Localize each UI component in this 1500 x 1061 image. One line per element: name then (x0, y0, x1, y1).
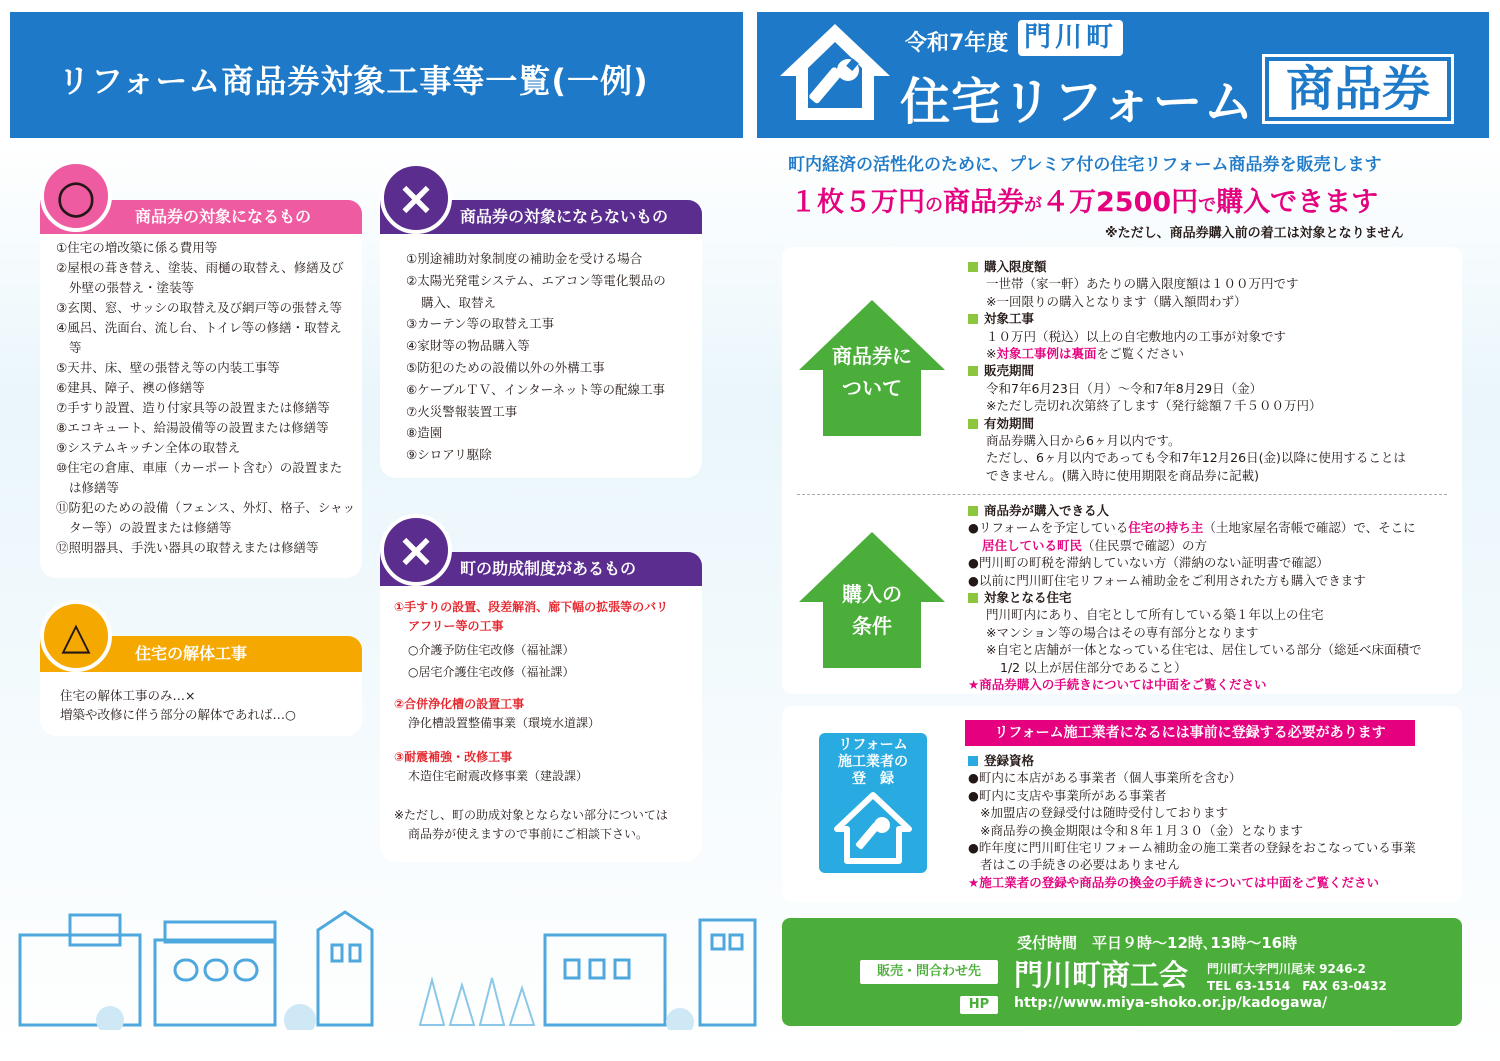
offer-face-value: １枚５万円 (790, 187, 925, 218)
detail-line: ※加盟店の登録受付は随時受付しております (980, 805, 1228, 821)
list-item: ②屋根の葺き替え、塗装、雨樋の取替え、修繕及び (56, 260, 344, 275)
detail-line: 者はこの手続きの必要はありません (980, 857, 1181, 873)
square-bullet-icon (968, 314, 978, 324)
detail-line: 1/2 以上が居住部分であること） (1000, 659, 1187, 675)
about-details (968, 258, 1406, 484)
list-item: ⑫照明器具、手洗い器具の取替えまたは修繕等 (56, 540, 319, 555)
about-label (797, 340, 947, 404)
offer-suffix: 購入できます (1216, 187, 1379, 218)
offer-particle: が (1024, 195, 1042, 216)
square-bullet-icon (968, 419, 978, 429)
list-item: ター等）の設置または修繕等 (69, 520, 232, 535)
divider (797, 494, 1447, 495)
list-item: 外壁の張替え・塗装等 (69, 280, 195, 295)
register-badge (819, 733, 927, 873)
detail-line: 令和7年6月23日（月）～令和7年8月29日（金） (986, 380, 1263, 396)
subsidy-item-title: ③耐震補強・改修工事 (394, 750, 513, 764)
eligible-list (56, 238, 355, 558)
list-item: ④家財等の物品購入等 (406, 338, 530, 354)
section-title: 購入限度額 (984, 259, 1047, 274)
town-skyline-illustration (0, 880, 760, 1030)
list-item: 増築や改修に伴う部分の解体であれば…○ (60, 707, 296, 722)
section-title: 販売期間 (984, 363, 1035, 379)
detail-line: できません。(購入時に使用期限を商品券に記載) (986, 467, 1260, 483)
list-item: ②太陽光発電システム、エアコン等電化製品の (406, 272, 666, 288)
subsidy-header: 町の助成制度があるもの (380, 552, 702, 586)
hp-label: HP (960, 996, 998, 1014)
list-item: ⑥建具、障子、襖の修繕等 (56, 380, 205, 395)
left-header-bar (10, 12, 743, 138)
list-item: 住宅の解体工事のみ…× (60, 688, 196, 703)
demolition-list (60, 686, 296, 724)
register-note: ★施工業者の登録や商品券の換金の手続きについては中面をご覧ください (968, 874, 1379, 890)
header-ticket-label: 商品券 (1262, 54, 1454, 124)
demolition-header: 住宅の解体工事 (40, 636, 362, 672)
sales-contact-label: 販売・問合わせ先 (860, 960, 998, 984)
detail-line: 一世帯（家一軒）あたりの購入限度額は１００万円です (986, 276, 1299, 292)
eligible-card (40, 200, 362, 578)
detail-line: ただし、6ヶ月以内であっても令和7年12月26日(金)以降に使用することは (986, 450, 1406, 466)
offer-particle: の (925, 195, 943, 216)
purchase-label-line: 購入の (842, 582, 902, 606)
purchase-details (968, 502, 1421, 693)
about-label-line: ついて (842, 376, 902, 400)
purchase-label-line: 条件 (852, 614, 892, 638)
detail-line: 門川町内にあり、自宅として所有している築１年以上の住宅 (986, 607, 1324, 623)
subsidy-note: ※ただし、町の助成対象とならない部分については (394, 808, 668, 822)
square-bullet-icon (968, 262, 978, 272)
register-banner: リフォーム施工業者になるには事前に登録する必要があります (965, 720, 1415, 746)
cross-symbol: × (396, 523, 436, 577)
detail-line: ※自宅と店舗が一体となっている住宅は、居住している部分（総延べ床面積で (986, 642, 1422, 658)
list-item: 等 (69, 340, 82, 355)
list-item: ①住宅の増改築に係る費用等 (56, 240, 218, 255)
list-item: ⑤天井、床、壁の張替え等の内装工事等 (56, 360, 280, 375)
list-item: ⑧造園 (406, 425, 443, 441)
detail-line: ※一回限りの購入となります（購入額問わず） (986, 293, 1247, 309)
register-badge-text: リフォーム 施工業者の 登 録 (838, 737, 908, 787)
subsidy-item-title: ①手すりの設置、段差解消、廊下幅の拡張等のバリ (394, 600, 669, 614)
list-item: ⑥ケーブルＴＶ、インターネット等の配線工事 (406, 381, 665, 397)
list-item: は修繕等 (69, 480, 120, 495)
list-item: ⑦火災警報装置工事 (406, 403, 518, 419)
triangle-badge (40, 600, 112, 672)
offer-ticket: 商品券 (943, 187, 1024, 218)
detail-line: ※マンション等の場合はその専有部分となります (986, 624, 1259, 640)
list-item: ○居宅介護住宅改修（福祉課） (408, 665, 575, 679)
list-item: ③カーテン等の取替え工事 (406, 316, 555, 332)
subsidy-note: 商品券が使えますので事前にご相談下さい。 (408, 827, 649, 841)
intro-note: ※ただし、商品券購入前の着工は対象となりません (1105, 226, 1404, 241)
purchase-note: ★商品券購入の手続きについては中面をご覧ください (968, 677, 1267, 693)
section-title: 商品券が購入できる人 (984, 503, 1110, 518)
about-label-line: 商品券に (832, 344, 912, 368)
header-town: 門川町 (1018, 20, 1123, 56)
square-bullet-icon (968, 756, 978, 766)
detail-line: １０万円（税込）以上の自宅敷地内の工事が対象です (986, 328, 1287, 344)
house-wrench-icon (776, 20, 894, 128)
section-title: 有効期間 (984, 415, 1035, 431)
circle-badge (40, 160, 112, 232)
list-item: ④風呂、洗面台、流し台、トイレ等の修繕・取替え (56, 320, 342, 335)
org-tel-fax: TEL 63-1514 FAX 63-0432 (1207, 979, 1387, 993)
header-year: 令和7年度 (905, 31, 1009, 56)
list-item: 浄化槽設置整備事業（環境水道課） (408, 716, 601, 730)
header-main-title: 住宅リフォーム (900, 72, 1255, 131)
subsidy-list (394, 598, 668, 844)
office-hours: 受付時間 平日９時～12時､13時～16時 (1017, 934, 1298, 952)
list-item: ①別途補助対象制度の補助金を受ける場合 (406, 251, 643, 266)
register-details (968, 752, 1416, 891)
circle-symbol: ○ (55, 169, 97, 223)
list-item: ⑪防犯のための設備（フェンス、外灯、格子、シャッ (56, 500, 356, 515)
detail-line: ●リフォームを予定している住宅の持ち主（土地家屋名寄帳で確認）で、そこに (968, 520, 1416, 536)
subsidy-card (380, 552, 702, 862)
detail-line: ●昨年度に門川町住宅リフォーム補助金の施工業者の登録をおこなっている事業 (968, 840, 1416, 856)
subsidy-item-title: アフリー等の工事 (408, 619, 504, 633)
homepage-link[interactable]: http://www.miya-shoko.or.jp/kadogawa/ (1014, 995, 1328, 1011)
square-bullet-icon (968, 506, 978, 516)
detail-line: 居住している町民（住民票で確認）の方 (982, 537, 1208, 553)
list-item: ⑨システムキッチン全体の取替え (56, 440, 241, 455)
eligible-header: 商品券の対象になるもの (40, 200, 362, 234)
list-item: ⑤防犯のための設備以外の外構工事 (406, 359, 605, 375)
org-name: 門川町商工会 (1014, 958, 1189, 992)
list-item: ⑧エコキュート、給湯設備等の設置または修繕等 (56, 420, 329, 435)
intro-offer (790, 180, 1378, 219)
detail-line: ※ただし売切れ次第終了します（発行総額７千５００万円） (986, 398, 1322, 414)
list-item: ○介護予防住宅改修（福祉課） (408, 643, 575, 657)
detail-line: 商品券購入日から6ヶ月以内です。 (986, 433, 1181, 449)
square-bullet-icon (968, 366, 978, 376)
subsidy-item-title: ②合併浄化槽の設置工事 (394, 697, 525, 711)
cross-symbol: × (396, 171, 436, 225)
section-title: 対象となる住宅 (984, 590, 1072, 606)
house-wrench-icon (833, 791, 913, 865)
org-address: 門川町大字門川尾末 9246-2 (1207, 962, 1366, 976)
detail-line: ●門川町の町税を滞納していない方（滞納のない証明書で確認） (968, 555, 1329, 571)
not-eligible-card (380, 200, 702, 478)
cross-badge (380, 162, 452, 234)
cross-badge (380, 514, 452, 586)
section-title: 登録資格 (984, 753, 1035, 768)
list-item: ⑩住宅の倉庫、車庫（カーポート含む）の設置また (56, 460, 343, 475)
detail-line: ●町内に本店がある事業者（個人事業所を含む） (968, 770, 1242, 786)
list-item: ⑦手すり設置、造り付家具等の設置または修繕等 (56, 400, 330, 415)
detail-line: ●以前に門川町住宅リフォーム補助金をご利用された方も購入できます (968, 572, 1366, 588)
list-item: ③玄関、窓、サッシの取替え及び網戸等の張替え等 (56, 300, 342, 315)
detail-line: ●町内に支店や事業所がある事業者 (968, 787, 1167, 803)
square-bullet-icon (968, 593, 978, 603)
contact-box (782, 918, 1462, 1026)
list-item: 木造住宅耐震改修事業（建設課） (408, 769, 589, 783)
not-eligible-list (406, 248, 666, 466)
triangle-symbol: △ (61, 614, 91, 658)
reverse-side-link: 対象工事例は裏面 (996, 346, 1097, 362)
offer-particle: で (1198, 195, 1217, 216)
intro-headline: 町内経済の活性化のために、プレミア付の住宅リフォーム商品券を販売します (788, 155, 1382, 175)
list-item: ⑨シロアリ駆除 (406, 447, 492, 463)
purchase-label (797, 578, 947, 642)
section-title: 対象工事 (984, 311, 1035, 327)
offer-price: ４万2500円 (1042, 187, 1199, 218)
left-header-title: リフォーム商品券対象工事等一覧(一例) (58, 62, 649, 100)
detail-line: ※対象工事例は裏面をご覧ください (986, 346, 1185, 362)
list-item: 購入、取替え (421, 294, 497, 310)
not-eligible-header: 商品券の対象にならないもの (380, 200, 702, 234)
detail-line: ※商品券の換金期限は令和８年１月３０（金）となります (980, 822, 1303, 838)
